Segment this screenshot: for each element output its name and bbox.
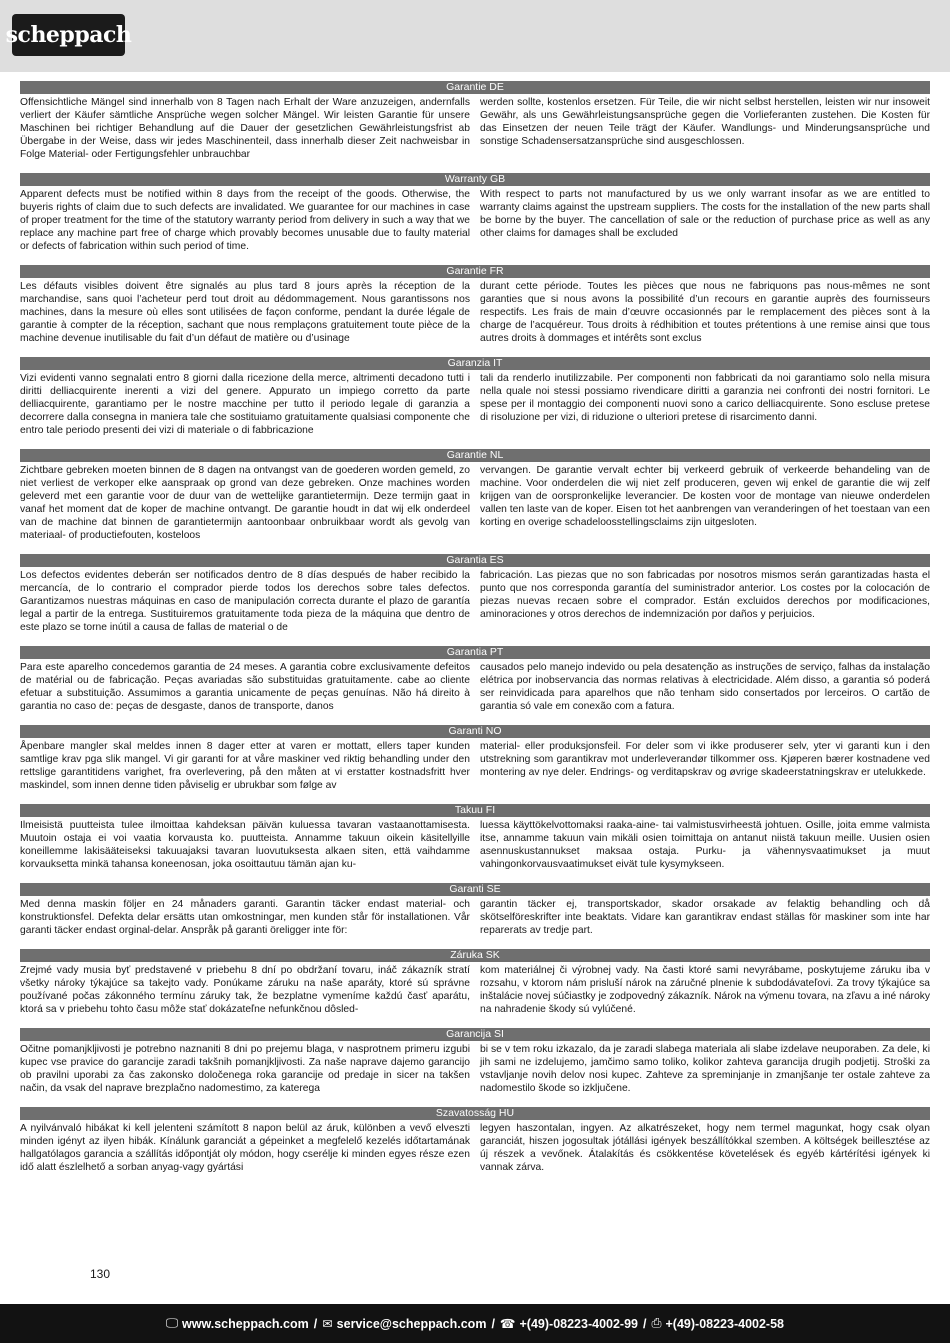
warranty-section-gb xyxy=(20,173,930,253)
section-header: Garanti NO xyxy=(20,725,930,738)
warranty-section-fr xyxy=(20,265,930,345)
separator: / xyxy=(313,1316,318,1331)
header-bar xyxy=(0,0,950,72)
website-link[interactable]: www.scheppach.com xyxy=(182,1316,309,1331)
section-header: Garancija SI xyxy=(20,1028,930,1041)
section-text-left: Los defectos evidentes deberán ser notificados dentro de 8 días después de haber recibido la mercancía, de lo contrario el comprador pierde todos los derechos sobre tales defectos. Garantizamos nuestras máquinas en caso de manipulación correcta durante el plazo de garantía legal a partir de la entrega. Sustituiremos gratuitamente toda pieza de la máquina que dentro de este plazo se torne inútil a causa de fallas de material o de xyxy=(20,570,470,633)
section-text-right: garantin täcker ej, transportskador, skador orsakade av felaktig behandling och då skötselföreskrifter inte beaktats. Vidare kan garantikrav endast ställas för maskiner som inte har reparerats av tredje part. xyxy=(480,899,930,936)
section-text-right: durant cette période. Toutes les pièces que nous ne fabriquons pas nous-mêmes ne sont garanties que si nous avons la possibilité d’un recours en garantie auprès des fournisseurs respectifs. Les frais de main d’œuvre occasionnés par le remplacement des pièces sont à la charge de l’acquéreur. Tous droits à rédhibition et toutes prétentions à une remise ainsi que tous autres droits à dommages et intérêts sont exclus xyxy=(480,281,930,344)
section-text-left: A nyilvánvaló hibákat ki kell jelenteni számított 8 napon belül az áruk, különben a vevő elveszti minden igényt az ilyen hibák. Kínálunk garanciát a gépeinket a megfelelő kezelés időtartamának hallgatólagos garancia a szállítás időpontját oly módon, hogy cserélje ki minden egyes része ezen idő alatt észlelhető a sorban anyag-vagy gyártási xyxy=(20,1123,470,1173)
section-text-right: vervangen. De garantie vervalt echter bij verkeerd gebruik of verkeerde behandeling van de machine. Voor onderdelen die wij niet zelf produceren, geven wij enkel de garantie die wij zelf krijgen van de oorspronkelijke leverancier. De kosten voor de montage van nieuwe onderdelen vallen ten laste van de koper. Eisen tot het aanbrengen van veranderingen of het toestaan van een korting en overige schadeloosstellingsclaims zijn uitgesloten. xyxy=(480,465,930,528)
warranty-content xyxy=(20,81,930,1186)
warranty-section-se xyxy=(20,883,930,937)
warranty-section-sk xyxy=(20,949,930,1016)
section-text-left: Apparent defects must be notified within 8 days from the receipt of the goods. Otherwise, the buyeris rights of claim due to such defects are invalidated. We guarantee for our machines in case of proper treatment for the time of the statutory warranty period from delivery in such a way that we replace any machine part free of charge which provably becomes unusable due to faulty material or defects of fabrication within such period of time. xyxy=(20,189,470,252)
section-text-right: legyen haszontalan, ingyen. Az alkatrészeket, hogy nem termel magunkat, hogy csak olyan garanciát, hiszen jogosultak jótállási igények beszállítókkal szemben. A költségek beillesztése az új részek a vevőnek. Átalakítás és csökkentése követelések és egyéb kártérítési igények ki vannak zárva. xyxy=(480,1123,930,1173)
warranty-section-it xyxy=(20,357,930,437)
section-text-left: Očitne pomanjkljivosti je potrebno naznaniti 8 dni po prejemu blaga, v nasprotnem primeru izgubi kupec vse pravice do garancije zaradi takšnih pomanjkljivosti. Za naše naprave dajemo garancijo ob pravilni uporabi za čas zakonsko določenega roka garancije od predaje in sicer na takšen način, da vsak del naprave brezplačno nadomestimo, za katerega xyxy=(20,1044,470,1094)
section-text-left: Med denna maskin följer en 24 månaders garanti. Garantin täcker endast material- och konstruktionsfel. Defekta delar ersätts utan omkostningar, men kunden står för installationen. Vår garanti täcker endast orginal-delar. Anspråk på garanti öreligger inte för: xyxy=(20,899,470,936)
warranty-section-es xyxy=(20,554,930,634)
page-number: 130 xyxy=(90,1267,111,1281)
logo-text: scheppach xyxy=(5,22,132,48)
warranty-section-fi xyxy=(20,804,930,871)
section-header: Záruka SK xyxy=(20,949,930,962)
section-text-right: luessa käyttökelvottomaksi raaka-aine- tai valmistusvirheestä johtuen. Osille, joita emme valmista itse, annamme takuun vain mikäli osien toimittaja on antanut niistä takuun meille. Uusien osien asennuskustannukset maksaa ostaja. Purku- ja vähennysvaatimukset ja muut vahingonkorvausvaatimukset eivät tule kysymykseen. xyxy=(480,820,930,870)
computer-icon: 🖵︎ xyxy=(165,1316,179,1330)
warranty-section-si xyxy=(20,1028,930,1095)
section-text-right: With respect to parts not manufactured by us we only warrant insofar as we are entitled to warranty claims against the upstream suppliers. The costs for the installation of the new parts shall be borne by the buyer. The cancellation of sale or the reduction of purchase price as well as any other claims for damages shall be excluded xyxy=(480,189,930,239)
section-header: Garantie NL xyxy=(20,449,930,462)
section-text-left: Les défauts visibles doivent être signalés au plus tard 8 jours après la réception de la marchandise, sans quoi l’acheteur perd tout droit au dédommagement. Nous garantissons nos machines, dans la mesure où elles sont utilisées de façon conforme, pendant la durée légale de garantie à compter de la réception, sachant que nous remplaçons gratuitement toute pièce de la machine devenue inutilisable du fait d’un défaut de matière ou d’usinage xyxy=(20,281,470,344)
section-text-right: werden sollte, kostenlos ersetzen. Für Teile, die wir nicht selbst herstellen, leisten wir nur insoweit Gewähr, als uns Gewährleistungsansprüche gegen die Vorlieferanten zustehen. Die Kosten für das Einsetzen der neuen Teile trägt der Käufer. Wandlungs- und Minderungsansprüche und sonstige Schadensersatzansprüche sind ausgeschlossen. xyxy=(480,97,930,147)
separator: / xyxy=(491,1316,495,1331)
warranty-section-nl xyxy=(20,449,930,542)
section-header: Garanzia IT xyxy=(20,357,930,370)
section-text-left: Zichtbare gebreken moeten binnen de 8 dagen na ontvangst van de goederen worden gemeld, zo niet verliest de verkoper elke aanspraak op grond van deze gebreken. Onze machines worden geleverd met een garantie voor de duur van de wettelijke garantietermijn. Deze termijn gaat in vanaf het moment dat de koper de machine ontvangt. De garantie houdt in dat wij elk onderdeel van de machine dat binnen de garantietermijn aantoonbaar onbruikbaar wordt als gevolg van materiaal- of productiefouten, kosteloos xyxy=(20,465,470,541)
fax-icon: ⎙ xyxy=(651,1316,662,1330)
section-header: Warranty GB xyxy=(20,173,930,186)
section-header: Garantie DE xyxy=(20,81,930,94)
section-text-left: Vizi evidenti vanno segnalati entro 8 giorni dalla ricezione della merce, altrimenti decadono tutti i diritti delliacquirente inerenti a vizi del genere. Appurato un impiego corretto da parte delliacquirente, garantiamo per le nostre macchine per tutto il periodo legale di garanzia a decorrere dalla consegna in maniera tale che sostituiamo gratuitamente qualsiasi componente che entro tale periodo presenti dei vizi di materiale o di fabbricazione xyxy=(20,373,470,436)
section-text-left: Ilmeisistä puutteista tulee ilmoittaa kahdeksan päivän kuluessa tavaran vastaanottamisesta. Muutoin ostaja ei voi vaatia korvausta ko. puutteista. Annamme takuun oikein käsitellyille koneillemme lakisääteiseksi takuuajaksi tavaran luovutuksesta alkaen siten, että vaihdamme korvauksetta minkä tahansa koneenosan, joka osoittautuu tämän ajan ku- xyxy=(20,820,470,870)
warranty-section-no xyxy=(20,725,930,792)
warranty-section-pt xyxy=(20,646,930,713)
section-text-right: material- eller produksjonsfeil. For deler som vi ikke produserer selv, yter vi garanti kun i den utstrekning som garantikrav mot underleverandør tilkommer oss. Kjøperen bærer kostnadene ved montering av nye deler. Endrings- og verditapskrav og øvrige skadeerstatningskrav er utelukkede. xyxy=(480,741,930,778)
section-text-left: Para este aparelho concedemos garantia de 24 meses. A garantia cobre exclusivamente defeitos de matérial ou de fabricação. Peças avariadas são substituidas gratuitamente. cabe ao cliente efetuar a substituição. Assumimos a garantia unicamente de peças genuínas. Não há direito à garantia no caso de: peças de desgaste, danos de transporte, danos xyxy=(20,662,470,712)
mail-icon: ✉︎ xyxy=(322,1317,333,1331)
section-text-right: tali da renderlo inutilizzabile. Per componenti non fabbricati da noi garantiamo solo nella misura nella quale noi stessi possiamo rivendicare diritti a garanzia nei confronti dei nostri fornitori. Le spese per il montaggio dei componenti nuovi sono a carico delliacquirente. Sono escluse pretese di risoluzione per vizi, di riduzione o ulteriori pretese di risarcimento danni. xyxy=(480,373,930,423)
section-text-right: bi se v tem roku izkazalo, da je zaradi slabega materiala ali slabe izdelave neuporaben. Za dele, ki jih sami ne izdelujemo, jamčimo samo toliko, kolikor zahteva garancija drugih podjetij. Stroški za vstavljanje novih delov nosi kupec. Zahteve za spreminjanje in zmanjšanje ter ostale zahteve za nadomestilo škode so izključene. xyxy=(480,1044,930,1094)
warranty-section-de xyxy=(20,81,930,161)
email-link[interactable]: service@scheppach.com xyxy=(336,1316,487,1331)
phone-number: +(49)-08223-4002-99 xyxy=(519,1316,638,1331)
section-text-left: Åpenbare mangler skal meldes innen 8 dager etter at varen er mottatt, ellers taper kunden samtlige krav pga slik mangel. Vi gir garanti for at våre maskiner ved riktig behandling under den rettslige garantitidens varighet, fra overlevering, på den måten at vi erstatter kostnadsfritt hver maskindel, som innen denne tiden påviselig er ubrukbar som følge av xyxy=(20,741,470,791)
section-header: Garantia PT xyxy=(20,646,930,659)
section-text-right: fabricación. Las piezas que no son fabricadas por nosotros mismos serán garantizadas hasta el punto que nos corresponda garantía del suministrador anterior. Los costes por la colocación de piezas nuevas recaen sobre el comprador. Están excluidos derechos por modificaciones, aminoraciones y otros derechos de indemnización por daños y perjuicios. xyxy=(480,570,930,620)
section-header: Szavatosság HU xyxy=(20,1107,930,1120)
section-text-left: Offensichtliche Mängel sind innerhalb von 8 Tagen nach Erhalt der Ware anzuzeigen, andernfalls verliert der Käufer sämtliche Ansprüche wegen solcher Mängel. Wir leisten Garantie für unsere Maschinen bei richtiger Behandlung auf die Dauer der gesetzlichen Gewährleistungsfrist ab Übergabe in der Weise, dass wir jedes Maschinenteil, dass innerhalb dieser Zeit nachweisbar in Folge Material- oder Fertigungsfehler unbrauchbar xyxy=(20,97,470,160)
warranty-section-hu xyxy=(20,1107,930,1174)
footer-bar xyxy=(0,1304,950,1343)
section-header: Garantie FR xyxy=(20,265,930,278)
section-header: Garantia ES xyxy=(20,554,930,567)
separator: / xyxy=(643,1316,647,1331)
section-text-right: causados pelo manejo indevido ou pela desatenção as instruções de serviço, falhas da instalação elétrica por inobservancia das normas relativas à electricidade. Além disso, a garantia só poderá ser reinvidicada para aparelhos que não tenham sido consertados por lerceiros. O cartão de garantia só vale em conexão com a fatura. xyxy=(480,662,930,712)
phone-icon: ☎︎ xyxy=(499,1317,516,1331)
section-header: Garanti SE xyxy=(20,883,930,896)
section-text-left: Zrejmé vady musia byť predstavené v priebehu 8 dní po obdržaní tovaru, ináč zákazník stratí všetky nároky týkajúce sa takejto vady. Ponúkame záruku na naše aparáty, ktoré sú správne používané počas zákonného termínu záruky tak, že bezplatne vymeníme každú časť aparátu, ktorá sa v priebehu tohto času môže stať dokázateľne nefunkčnou dôsled- xyxy=(20,965,470,1015)
section-header: Takuu FI xyxy=(20,804,930,817)
fax-number: +(49)-08223-4002-58 xyxy=(665,1316,784,1331)
scheppach-logo xyxy=(5,14,132,56)
section-text-right: kom materiálnej či výrobnej vady. Na časti ktoré sami nevyrábame, poskytujeme záruku iba v rozsahu, v ktorom nám prisluší nárok na záručné plnenie k subdodávateľovi. Za trovy týkajúce sa inštalácie novej súčiastky je zodpovedný zákazník. Nárok na výmenu tovara, na zľavu a iné nároky na nahradenie škody sú vylúčené. xyxy=(480,965,931,1015)
